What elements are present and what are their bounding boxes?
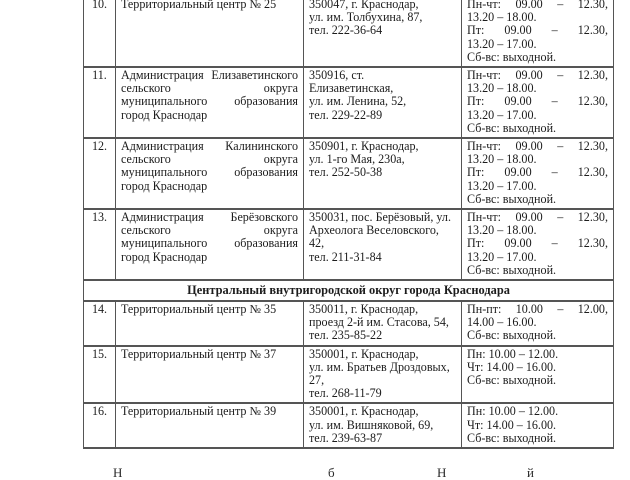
text-line: тел. 235-85-22 [309,328,383,343]
text-line: сельского округа [121,223,298,238]
text-line: 350001, г. Краснодар, [309,346,419,361]
text-line: 13.20 – 18.00. [467,81,537,96]
text-line: Сб-вс: выходной. [467,49,557,64]
text-line: Пн-чт: 09.00 – 12.30, [467,0,608,11]
text-line: 350031, пос. Берёзовый, ул. [309,210,451,225]
schedule-cell [462,301,614,346]
text-line: ул. им. Братьев Дроздовых, [309,359,450,374]
text-line: Администрация Берёзовского [121,210,298,225]
office-name-cell [116,209,304,280]
text-line: Территориальный центр № 39 [121,404,277,419]
address-cell [304,138,462,209]
offices-table [83,0,614,449]
text-line: 350901, г. Краснодар, [309,139,419,154]
text-line: тел. 252-50-38 [309,165,383,180]
row-number-cell: 13. [84,209,116,280]
text-line: сельского округа [121,152,298,167]
text-line: муниципального образования [121,236,298,251]
table-row [84,0,614,67]
text-line: город Краснодар [121,107,208,122]
text-line: тел. 239-63-87 [309,430,383,445]
text-line: ул. им. Толбухина, 87, [309,10,423,25]
address-cell [304,0,462,67]
text-line: Елизаветинская, [309,81,394,96]
text-line: город Краснодар [121,178,208,193]
text-line: Сб-вс: выходной. [467,191,557,206]
text-line: 14.00 – 16.00. [467,315,537,330]
text-line: Сб-вс: выходной. [467,120,557,135]
row-number-cell: 12. [84,138,116,209]
table-row [84,346,614,404]
clipped-bottom-text [0,464,630,480]
text-line: 13.20 – 17.00. [467,107,537,122]
address-cell [304,346,462,404]
text-line: ул. им. Вишняковой, 69, [309,417,434,432]
row-number-cell: 10. [84,0,116,67]
table-row [84,301,614,346]
text-line: 13.20 – 17.00. [467,249,537,264]
clipped-letter: Н [437,465,447,480]
row-number-cell: 11. [84,67,116,138]
office-name-cell [116,346,304,404]
text-line: Сб-вс: выходной. [467,430,557,445]
text-line: Чт: 14.00 – 16.00. [467,359,557,374]
text-line: тел. 222-36-64 [309,23,383,38]
clipped-letter: б [328,465,335,480]
address-cell [304,209,462,280]
text-line: 13.20 – 17.00. [467,178,537,193]
text-line: 13.20 – 17.00. [467,36,537,51]
office-name-cell [116,403,304,448]
text-line: тел. 211-31-84 [309,249,382,264]
clipped-letter: й [527,465,534,480]
text-line: 42, [309,236,325,251]
text-line: Пн-чт: 09.00 – 12.30, [467,68,608,83]
schedule-cell [462,138,614,209]
text-line: 13.20 – 18.00. [467,10,537,25]
table-row [84,67,614,138]
text-line: город Краснодар [121,249,208,264]
table-row [84,209,614,280]
text-line: Пт: 09.00 – 12.30, [467,236,608,251]
text-line: муниципального образования [121,165,298,180]
address-cell [304,67,462,138]
clipped-letter: Н [113,465,123,480]
text-line: тел. 268-11-79 [309,386,382,401]
text-line: Пн-чт: 09.00 – 12.30, [467,139,608,154]
text-line: Пт: 09.00 – 12.30, [467,165,608,180]
text-line: Территориальный центр № 35 [121,302,277,317]
row-number-cell: 16. [84,403,116,448]
table-row [84,403,614,448]
text-line: Пт: 09.00 – 12.30, [467,94,608,109]
text-line: Сб-вс: выходной. [467,373,557,388]
section-header-row [84,280,614,301]
text-line: проезд 2-й им. Стасова, 54, [309,315,449,330]
schedule-cell [462,0,614,67]
office-name-cell [116,0,304,67]
table-row [84,138,614,209]
text-line: ул. им. Ленина, 52, [309,94,407,109]
text-line: Администрация Елизаветинского [121,68,298,83]
offices-table-body [84,0,614,448]
text-line: 350047, г. Краснодар, [309,0,419,11]
office-name-cell [116,138,304,209]
text-line: Пн: 10.00 – 12.00. [467,346,559,361]
text-line: Территориальный центр № 25 [121,0,277,11]
row-number-cell: 14. [84,301,116,346]
text-line: 350011, г. Краснодар, [309,302,419,317]
text-line: Пн-чт: 09.00 – 12.30, [467,210,608,225]
text-line: Сб-вс: выходной. [467,328,557,343]
text-line: Администрация Калининского [121,139,298,154]
text-line: Пн-пт: 10.00 – 12.00, [467,302,608,317]
office-name-cell [116,301,304,346]
text-line: Пн: 10.00 – 12.00. [467,404,559,419]
text-line: 350916, ст. [309,68,365,83]
text-line: Археолога Веселовского, [309,223,439,238]
text-line: Сб-вс: выходной. [467,262,557,277]
text-line: 350001, г. Краснодар, [309,404,419,419]
office-name-cell [116,67,304,138]
text-line: Пт: 09.00 – 12.30, [467,23,608,38]
schedule-cell [462,403,614,448]
schedule-cell [462,346,614,404]
text-line: 13.20 – 18.00. [467,152,537,167]
address-cell [304,301,462,346]
text-line: муниципального образования [121,94,298,109]
schedule-cell [462,209,614,280]
text-line: Территориальный центр № 37 [121,346,277,361]
text-line: Чт: 14.00 – 16.00. [467,417,557,432]
text-line: ул. 1-го Мая, 230а, [309,152,405,167]
row-number-cell: 15. [84,346,116,404]
text-line: 27, [309,373,325,388]
section-header-cell: Центральный внутригородской округ города Краснодара [84,280,614,301]
text-line: 13.20 – 18.00. [467,223,537,238]
text-line: тел. 229-22-89 [309,107,383,122]
address-cell [304,403,462,448]
text-line: сельского округа [121,81,298,96]
schedule-cell [462,67,614,138]
